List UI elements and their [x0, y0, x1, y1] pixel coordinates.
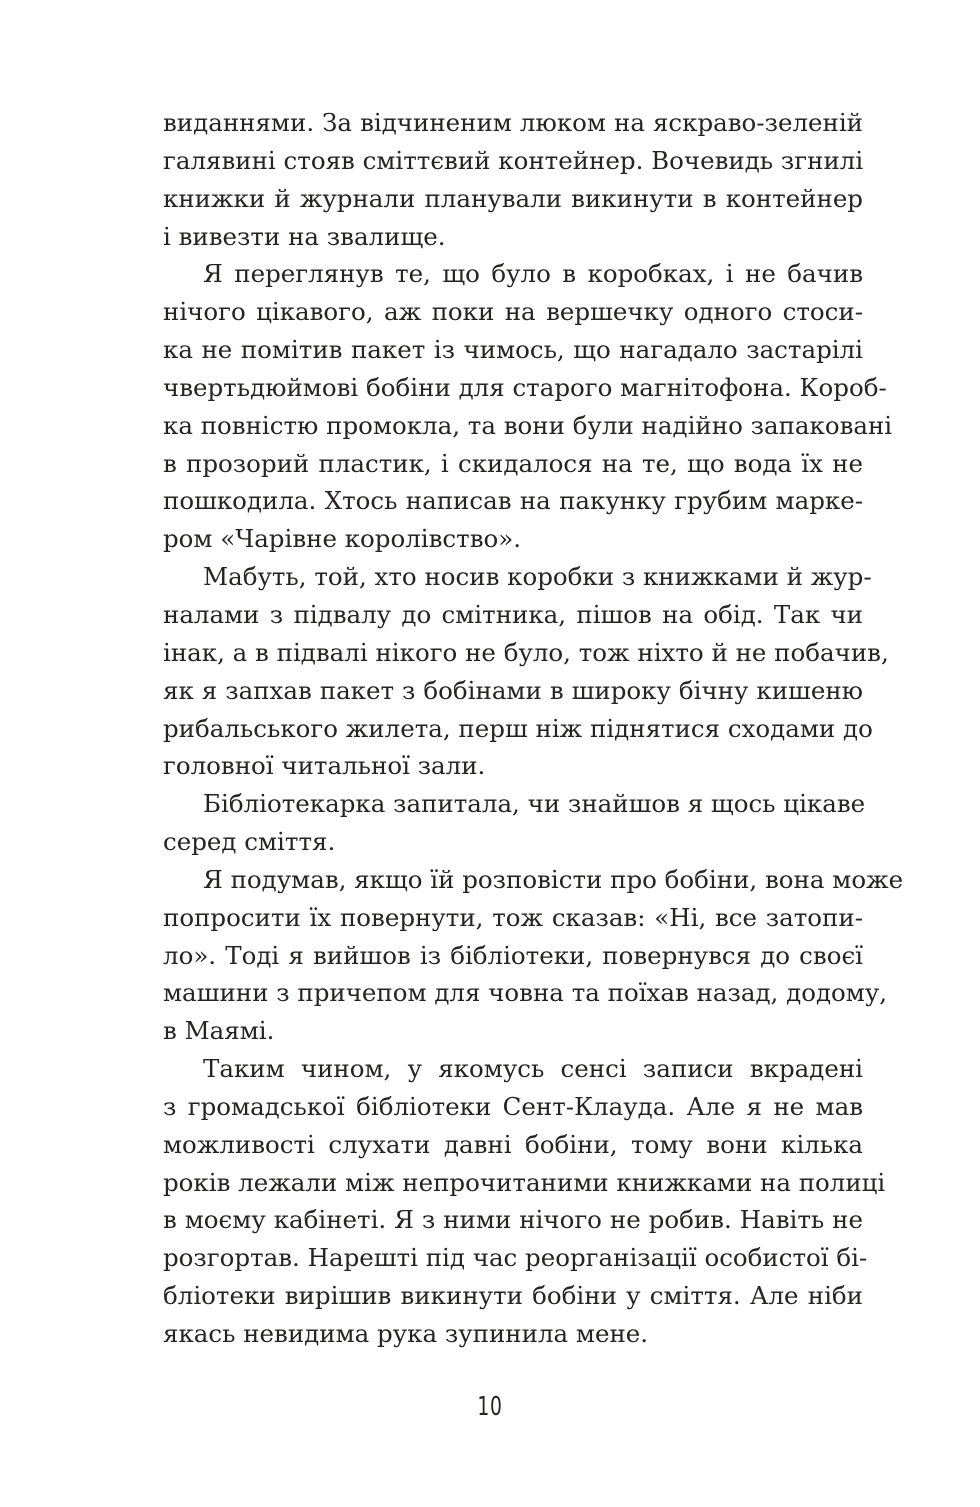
text-line: книжки й журнали планували викинути в контейнер: [163, 183, 863, 213]
text-line: в моєму кабінеті. Я з ними нічого не робив. Навіть не: [163, 1205, 863, 1235]
paragraph: [163, 255, 893, 558]
text-line: ром «Чарівне королівство».: [163, 524, 522, 554]
text-line: Я переглянув те, що було в коробках, і не бачив: [203, 259, 863, 289]
text-line: головної читальної зали.: [163, 751, 486, 781]
text-line: Мабуть, той, хто носив коробки з книжками й жур-: [203, 562, 872, 592]
text-line: нічого цікавого, аж поки на вершечку одного стоси-: [163, 297, 863, 327]
text-line: чвертьдюймові бобіни для старого магнітофона. Короб-: [163, 372, 887, 402]
text-line: в прозорий пластик, і скидалося на те, що вода їх не: [163, 448, 863, 478]
text-line: можливості слухати давні бобіни, тому вони кілька: [163, 1129, 863, 1159]
text-line: бліотеки вирішив викинути бобіни у сміття. Але ніби: [163, 1281, 863, 1311]
paragraph: [163, 785, 866, 861]
text-line: галявині стояв сміттєвий контейнер. Вочевидь згнилі: [163, 145, 864, 175]
text-line: Я подумав, якщо їй розповісти про бобіни, вона може: [203, 864, 904, 894]
body-text: [163, 104, 904, 1353]
text-line: розгортав. Нарешті під час реорганізації особистої бі-: [163, 1243, 868, 1273]
text-line: ка не помітив пакет із чимось, що нагадало застарілі: [163, 335, 863, 365]
text-line: машини з причепом для човна та поїхав назад, додому,: [163, 978, 888, 1008]
text-line: ка повністю промокла, та вони були надійно запаковані: [163, 410, 893, 440]
text-line: з громадської бібліотеки Сент-Клауда. Але я не мав: [163, 1091, 863, 1121]
text-line: інак, а в підвалі нікого не було, тож ніхто й не побачив,: [163, 637, 889, 667]
paragraph: [163, 104, 863, 255]
text-line: попросити їх повернути, тож сказав: «Ні, все затопи-: [163, 902, 863, 932]
text-line: рибальського жилета, перш ніж піднятися сходами до: [163, 713, 873, 743]
text-line: виданнями. За відчиненим люком на яскраво-зеленій: [163, 108, 863, 137]
text-line: років лежали між непрочитаними книжками на полиці: [163, 1167, 886, 1197]
text-line: в Маямі.: [163, 1016, 275, 1046]
text-line: Бібліотекарка запитала, чи знайшов я щось цікаве: [203, 789, 866, 819]
paragraph: [163, 861, 904, 1050]
text-line: Таким чином, у якомусь сенсі записи вкрадені: [203, 1054, 863, 1084]
text-line: і вивезти на звалище.: [163, 221, 446, 251]
text-line: пошкодила. Хтось написав на пакунку грубим марке-: [163, 486, 863, 516]
text-line: серед сміття.: [163, 827, 336, 857]
text-line: як я запхав пакет з бобінами в широку бічну кишеню: [163, 675, 863, 705]
paragraph: [163, 1050, 886, 1353]
paragraph: [163, 558, 889, 785]
text-line: якась невидима рука зупинила мене.: [163, 1319, 649, 1348]
page-number: 10: [477, 1392, 503, 1422]
text-line: ло». Тоді я вийшов із бібліотеки, повернувся до своєї: [163, 940, 863, 970]
text-line: налами з підвалу до смітника, пішов на обід. Так чи: [163, 599, 863, 629]
